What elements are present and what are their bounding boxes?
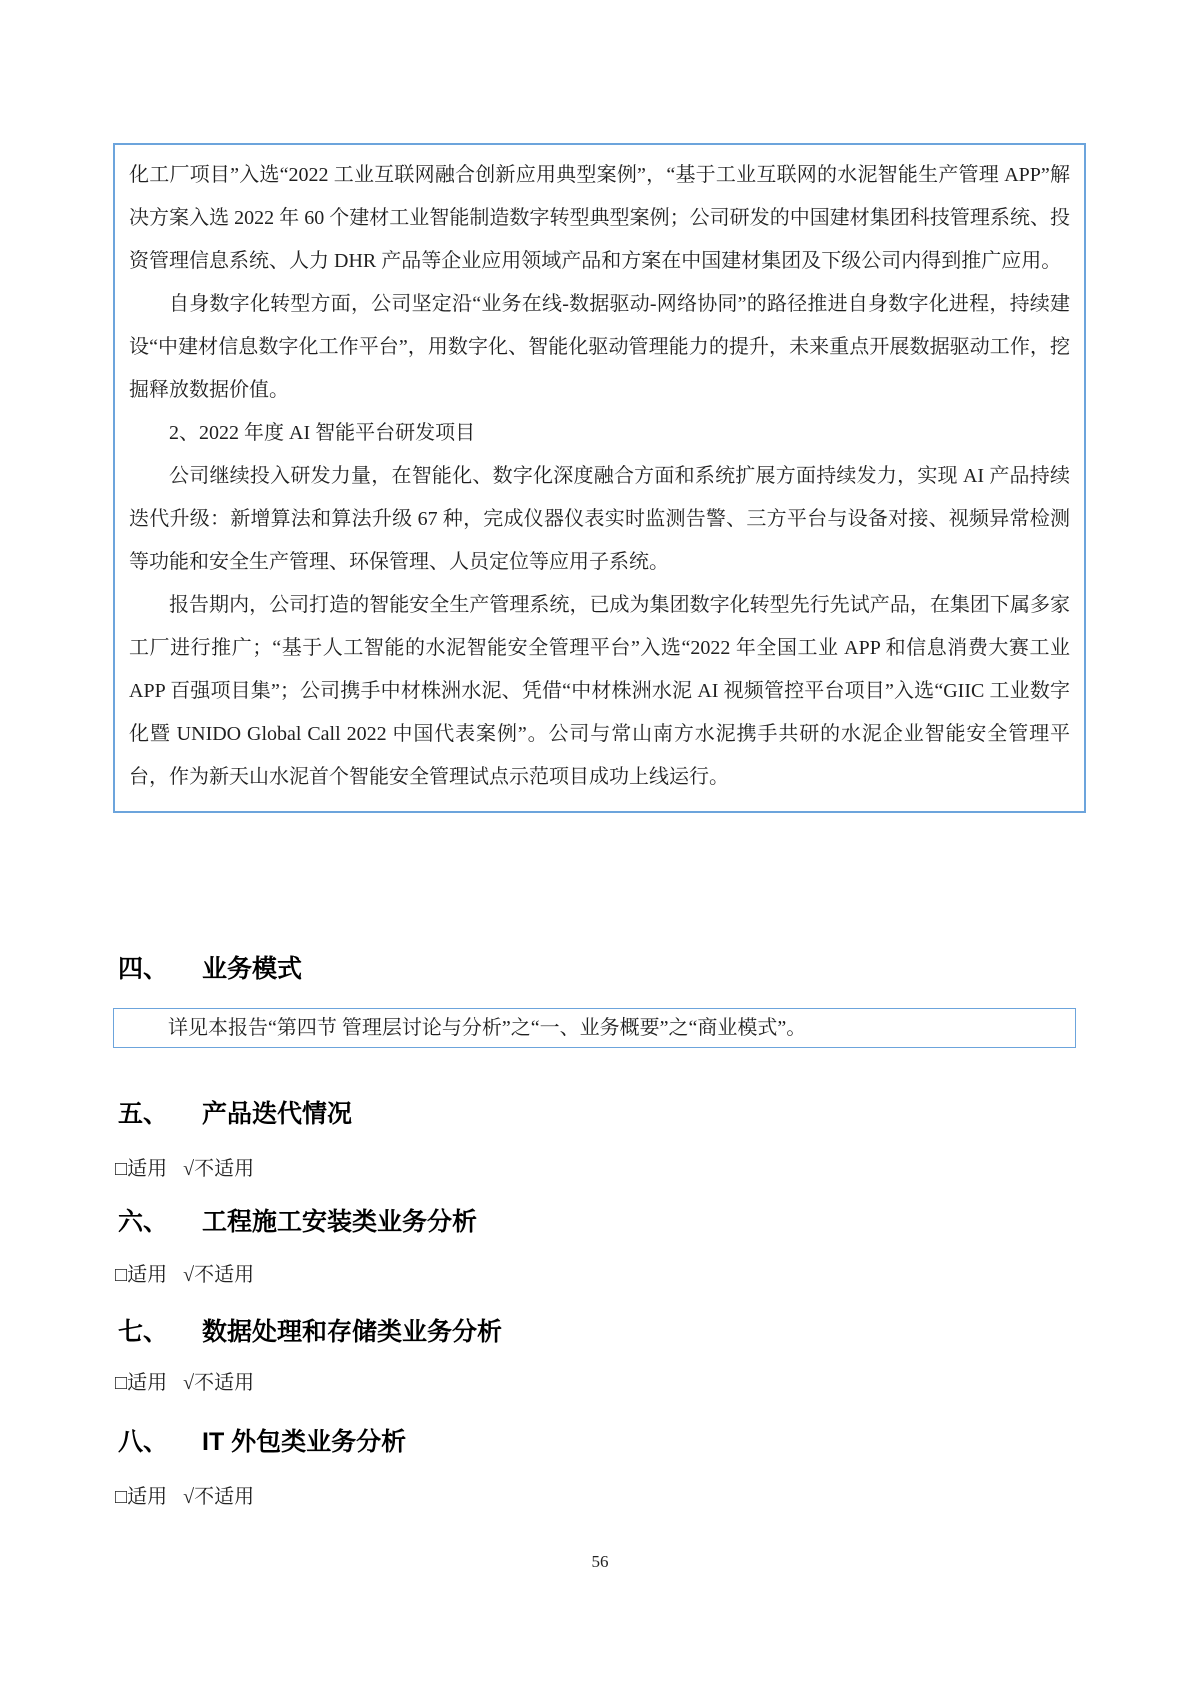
section-heading-business-model [118,953,302,985]
checkbox-applicable-unchecked: □适用 [115,1486,168,1508]
checkmark-not-applicable: √不适用 [183,1264,255,1286]
section-number: 五、 [118,1100,169,1128]
section-number: 六、 [118,1208,169,1236]
paragraph: 公司继续投入研发力量，在智能化、数字化深度融合方面和系统扩展方面持续发力，实现 AI 产品持续迭代升级：新增算法和算法升级 67 种，完成仪器仪表实时监测告警、三方平台与设备对接、视频异常检测等功能和安全生产管理、环保管理、人员定位等应用子系统。 [129,465,1070,573]
section-number: 七、 [118,1318,169,1346]
paragraph: 2、2022 年度 AI 智能平台研发项目 [169,422,476,444]
page-number: 56 [591,1552,609,1571]
section-title: 数据处理和存储类业务分析 [202,1318,503,1346]
section-title: 工程施工安装类业务分析 [202,1208,478,1236]
applicability-row [115,1156,254,1182]
checkmark-not-applicable: √不适用 [183,1158,255,1180]
checkbox-applicable-unchecked: □适用 [115,1158,168,1180]
section-title: 业务模式 [202,955,303,983]
section-number: 四、 [118,955,169,983]
paragraph: 化工厂项目”入选“2022 工业互联网融合创新应用典型案例”，“基于工业互联网的水泥智能生产管理 APP”解决方案入选 2022 年 60 个建材工业智能制造数字转型典型案例；公司研发的中国建材集团科技管理系统、投资管理信息系统、人力 DHR 产品等企业应用领域产品和方案在中国建材集团及下级公司内得到推广应用。 [129,164,1070,272]
highlighted-text-block [113,143,1086,813]
section-heading-data-processing-storage [118,1316,502,1348]
section-number: 八、 [118,1428,169,1456]
note-text: 详见本报告“第四节 管理层讨论与分析”之“一、业务概要”之“商业模式”。 [168,1017,807,1039]
checkmark-not-applicable: √不适用 [183,1486,255,1508]
section-heading-construction-installation [118,1206,477,1238]
business-model-note-box [113,1008,1076,1048]
paragraph: 自身数字化转型方面，公司坚定沿“业务在线-数据驱动-网络协同”的路径推进自身数字化进程，持续建设“中建材信息数字化工作平台”，用数字化、智能化驱动管理能力的提升，未来重点开展数据驱动工作，挖掘释放数据价值。 [129,293,1070,401]
checkbox-applicable-unchecked: □适用 [115,1264,168,1286]
section-title: IT 外包类业务分析 [202,1428,407,1456]
applicability-row [115,1370,254,1396]
section-title: 产品迭代情况 [202,1100,353,1128]
applicability-row [115,1262,254,1288]
section-heading-it-outsourcing [118,1426,406,1458]
checkbox-applicable-unchecked: □适用 [115,1372,168,1394]
checkmark-not-applicable: √不适用 [183,1372,255,1394]
paragraph: 报告期内，公司打造的智能安全生产管理系统，已成为集团数字化转型先行先试产品，在集团下属多家工厂进行推广；“基于人工智能的水泥智能安全管理平台”入选“2022 年全国工业 APP 和信息消费大赛工业 APP 百强项目集”；公司携手中材株洲水泥、凭借“中材株洲水泥 AI 视频管控平台项目”入选“GIIC 工业数字化暨 UNIDO Global Call 2022 中国代表案例”。公司与常山南方水泥携手共研的水泥企业智能安全管理平台，作为新天山水泥首个智能安全管理试点示范项目成功上线运行。 [129,594,1070,788]
section-heading-product-iteration [118,1098,352,1130]
applicability-row [115,1484,254,1510]
